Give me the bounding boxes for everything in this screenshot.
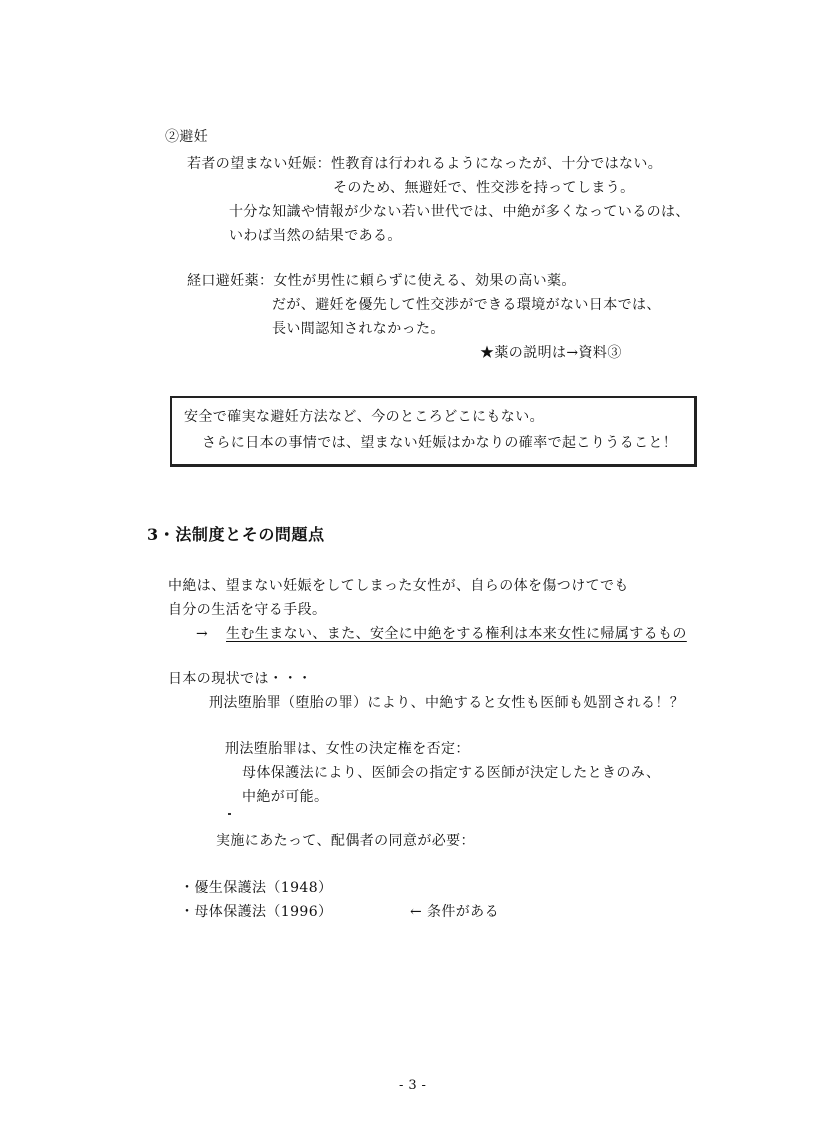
contraception-line-2: そのため、無避妊で、性交渉を持ってしまう。	[333, 180, 635, 196]
arrow-icon: →	[196, 626, 209, 642]
condition-note: ← 条件がある	[410, 904, 499, 920]
section-3-intro-2: 自分の生活を守る手段。	[168, 602, 327, 618]
current-situation-label: 日本の現状では・・・	[168, 671, 312, 687]
maternal-protection-line-1: 母体保護法により、医師会の指定する医師が決定したときのみ、	[242, 765, 661, 781]
page-number: - 3 -	[399, 1078, 427, 1093]
decision-right-denial: 刑法堕胎罪は、女性の決定権を否定：	[225, 741, 470, 757]
law-item-maternal-protection: ・母体保護法（1996）	[180, 904, 333, 920]
contraception-line-1: 若者の望まない妊娠：性教育は行われるようになったが、十分ではない。	[187, 156, 663, 172]
pill-line-2: だが、避妊を優先して性交渉ができる環境がない日本では、	[272, 297, 661, 313]
callout-box	[170, 396, 697, 467]
pill-line-1: 経口避妊薬：女性が男性に頼らずに使える、効果の高い薬。	[187, 273, 576, 289]
scan-mark	[228, 813, 231, 815]
maternal-protection-line-2: 中絶が可能。	[242, 789, 329, 805]
spousal-consent-statement: 実施にあたって、配偶者の同意が必要：	[216, 833, 475, 849]
law-item-eugenic-protection: ・優生保護法（1948）	[180, 880, 333, 896]
penal-code-statement: 刑法堕胎罪（堕胎の罪）により、中絶すると女性も医師も処罰される！？	[209, 695, 685, 711]
section-3-heading: 3・法制度とその問題点	[147, 525, 325, 544]
contraception-heading: ②避妊	[165, 129, 209, 145]
callout-line-1: 安全で確実な避妊方法など、今のところどこにもない。	[184, 409, 544, 425]
rights-statement: 生む生まない、また、安全に中絶をする権利は本来女性に帰属するもの	[226, 626, 687, 642]
callout-line-2: さらに日本の事情では、望まない妊娠はかなりの確率で起こりうること！	[202, 435, 678, 451]
contraception-line-4: いわば当然の結果である。	[229, 228, 402, 244]
pill-line-3: 長い間認知されなかった。	[272, 321, 445, 337]
contraception-line-3: 十分な知識や情報が少ない若い世代では、中絶が多くなっているのは、	[229, 204, 690, 220]
section-3-intro-1: 中絶は、望まない妊娠をしてしまった女性が、自らの体を傷つけてでも	[168, 578, 629, 594]
pill-reference-note: ★薬の説明は→資料③	[480, 345, 622, 361]
